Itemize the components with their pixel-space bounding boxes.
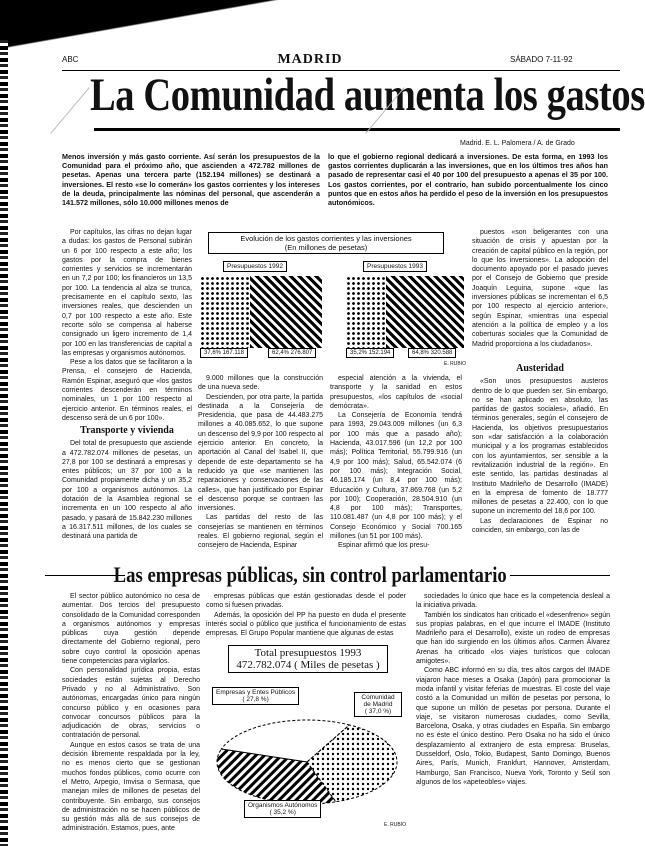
paragraph: Aunque en estos casos se trata de una decisión libremente respaldada por la ley, no es menos cierto que se gestionan muchos fondos públicos, como ocurre con el Metro, Arpegio, Imvisa o Sermasa, que manejan miles de millones de pesetas del contribuyente. Sin embargo, sus consejos de administración no se hacen públicos de su gestión más allá de sus consejos de administración. Estamos, pues, ante (62, 741, 200, 833)
lede-col1: Menos inversión y más gasto corriente. Así serán los presupuestos de la Comunidad para el próximo año, que ascienden a 472.782 millones de pesetas. Apenas una tercera parte (152.194 millones) se destinará a inversiones. El resto «se lo comerán» los gastos corrientes y los intereses de la deuda, principalmente las nóminas del personal, que ascenderán a 141.572 millones, sólo 10.000 millones menos de (62, 152, 320, 208)
paragraph: Pese a los datos que se facilitaron a la Prensa, el consejero de Hacienda, Ramón Espinar, aseguró que «los gastos corrientes descenderán en términos nominales, un 1 por 100 respecto al ejercicio anterior. En términos reales, el descenso será de un 6 por 100». (62, 359, 192, 422)
s2-column-1 (62, 592, 200, 842)
value-label: 35,2% 152.194 (346, 348, 394, 358)
secondary-headline: Las empresas públicas, sin control parlamentario (113, 562, 507, 587)
paragraph: El sector público autonómico no cesa de aumentar. Dos tercios del presupuesto consolidado de la Comunidad corresponden a organismos autónomos y empresas públicas cuya gestión depende directamente del Gobierno regional, pero sobre cuyo control la oposición apenas tiene competencias para vigilarlos. (62, 593, 200, 666)
paragraph: 9.000 millones que la construcción de una nueva sede. (198, 375, 323, 392)
paragraph: Por capítulos, las cifras no dejan lugar a dudas: los gastos de Personal subirán un 6 por 100 respecto a este año; los gastos por la compra de bienes corrientes y servicios se incrementarán en un 7,2 por 100; los financieros un 13,5 por 100. La tendencia al alza se trunca, precisamente en el capítulo sexto, las inversiones reales, que descienden un 0,7 por 100 respecto a este año. Este recorte sólo se compensa al haberse consignado un ligero incremento de 1,4 por 100 en las transferencias de capital a las empresas y organismos autónomos. (62, 229, 192, 357)
byline: Madrid. E. L. Palomera / A. de Grado (460, 140, 575, 147)
s2-column-3 (416, 592, 610, 842)
divider (94, 128, 620, 131)
bar-investment-1992 (200, 276, 250, 348)
column-4b (472, 358, 608, 558)
pie-label-organismos: Organismos Autónomos ( 35,2 %) (244, 800, 321, 818)
chart-credit: E. RUBIO (444, 361, 466, 367)
paragraph: Espinar afirmó que los presu- (338, 542, 430, 550)
chart-credit: E. RUBIO (384, 822, 406, 828)
scan-edge (0, 0, 620, 50)
lede-col2: lo que el gobierno regional dedicará a inversiones. De esta forma, en 1993 los gastos corrientes duplicarán a las inversiones, que en los últimos tres años han pasado de representar casi el 40 por 100 del presupuesto a apenas el 35 por 100. Los gastos corrientes, por el contrario, han subido porcentualmente los cinco puntos que en estos años ha perdido el peso de la inversión en los presupuestos autonómicos. (328, 152, 608, 208)
section-title: MADRID (277, 52, 343, 67)
paragraph: puestos «son beligerantes con una situación de crisis y apuestan por la creación de capital público en la región, por lo que los inversiones». La adopción del documento apoyado por el pasado jueves por el Consejo de Gobierno que preside Joaquín Leguina, supone «que las inversiones públicas se incrementan el 6,5 por 100 respecto al ejercicio anterior», según Espinar, «mientras una especial atención a la política de empleo y a los coberturas sociales que la Comunidad de Madrid proporciona a los ciudadanos». (472, 229, 608, 348)
column-1 (62, 228, 192, 422)
paragraph: Las partidas del resto de las consejerías se mantienen en términos reales. El gobierno regional, según el consejero de Hacienda, Espinar (198, 514, 323, 550)
s2-column-2 (206, 592, 406, 639)
bar-current-1993 (386, 276, 464, 348)
paragraph: Con personalidad jurídica propia, estas sociedades están sujetas al Derecho Privado y no al Administrativo. Son autónomas, encargadas único para ningún concurso público y en ocasiones para convocar concursos públicos para la adjudicación de obras, servicios o contratación de personal. (62, 667, 200, 740)
bar-current-1992 (250, 276, 322, 348)
subheading: Austeridad (516, 363, 564, 374)
pie-label-comunidad: Comunidad de Madrid ( 37,0 %) (354, 692, 402, 717)
column-4 (472, 228, 608, 356)
paragraph: Del total de presupuesto que asciende a 472.782.074 millones de pesetas, un 27,8 por 100 se destinará a empresas y entes públicos; un 37 por 100 a la Comunidad propiamente dicha y un 35,2 por 100 a organismos autónomos. La dotación de la Asamblea regional se incrementa en un 100 respecto al año pasado, y pasará de 15.842.230 millones a 16.317.511 millones, de los cuales se destinará una partida de (62, 440, 192, 541)
paragraph: «Son unos presupuestos austeros dentro de lo que pueden ser. Sin embargo, no se han aplicado en absoluto, las partidas de gastos sociales», añadió. En términos generales, según el consejero de Hacienda, los objetivos presupuestarios son «dar satisfacción a la colaboración municipal y a los programas establecidos con los ayuntamientos, ser sensible a la revitalización industrial de la región». En este sentido, las partidas destinadas al Instituto Madrileño de Desarrollo (IMADE) en la empresa de fomento de 18.777 millones de pesetas a 22.400, con lo que supone un incremento del 18,6 por 100. (472, 378, 608, 516)
chart-label-1992: Presupuestos 1992 (223, 261, 287, 272)
pie-title: Total presupuestos 1993 472.782.074 ( Miles de pesetas ) (228, 645, 388, 673)
bar-investment-1993 (346, 276, 386, 348)
date: SÁBADO 7-11-92 (510, 55, 573, 64)
paragraph: También los sindicatos han criticado el «desenfreno» según sus propias palabras, en el que incurre el IMADE (Instituto Madrileño para el Desarrollo), existe un rodeo de empresas que han ido surgiendo en los últimos años. Carmen Álvarez Arenas ha criticado «los viajes turísticos que colocan amigotes». (416, 611, 610, 666)
headline: La Comunidad aumenta los gastos (90, 69, 645, 121)
bar-chart (198, 228, 466, 370)
paragraph: Descienden, por otra parte, la partida destinada a la Consejería de Presidencia, que pasa de 44.483.275 millones a 40.085.652, lo que supone un descenso del 9,9 por 100 respecto al ejercicio anterior. En concreto, la aportación al Canal del Isabel II, que depende de este departamento se ha reducido ya que «se mantienen las reparaciones y conservaciones de las calles», que han justificado por Espinar el descenso porque se contraen las inversiones. (198, 393, 323, 513)
value-label: 37,6% 167.118 (200, 348, 248, 358)
value-label: 62,4% 276.807 (268, 348, 316, 358)
pie-label-empresas: Empresas y Entes Públicos ( 27,8 %) (212, 687, 299, 705)
column-1b (62, 420, 192, 558)
column-3 (330, 374, 462, 558)
value-label: 64,8% 320.588 (408, 348, 456, 358)
watermark-stroke (50, 87, 89, 134)
paragraph: empresas públicas que están gestionadas desde el poder como si fuesen privadas. (206, 593, 406, 610)
paragraph: especial atención a la vivienda, el transporte y la sanidad en estos presupuestos, «los capítulos de «social demócrata». (330, 375, 462, 410)
paragraph: sociedades lo único que hace es la competencia desleal a la iniciativa privada. (416, 593, 610, 610)
newspaper-logo: ABC (62, 55, 79, 64)
chart-title: Evolución de los gastos corrientes y las inversiones (En millones de pesetas) (208, 232, 444, 254)
paragraph: La Consejería de Economía tendrá para 1993, 29.043.009 millones (un 6,3 por 100 más que a pasado año); Hacienda, 43.017.596 (un 12,2 por 100 más); Política Territorial, 55.799.916 (un 4,9 por 100 más); Salud, 65.542.074 (6 por 100 más); Integración Social, 46.185.174 (un 8,4 por 100 más); Educación y Cultura, 37.869.768 (un 5,2 por 100); Cooperación, 28.504.910 (un 4,8 por 100 más); Transportes, 110.081.487 (un 4,8 por 100 más); y el Consejo Económico y Social 700.165 millones (un 51 por 100 más). (330, 412, 462, 541)
paragraph: Las declaraciones de Espinar no coinciden, sin embargo, con las de (472, 517, 608, 535)
paragraph: Además, la oposición del PP ha puesto en duda el presente interés social o público que justifica el funcionamiento de estas empresas. El Grupo Popular mantiene que algunas de estas (206, 611, 406, 638)
chart-label-1993: Presupuestos 1993 (363, 261, 427, 272)
scan-edge-left (0, 40, 8, 846)
paragraph: Como ABC informó en su día, tres altos cargos del IMADE viajaron hace meses a Osaka (Japón) para promocionar la moda infantil y visitar feferias de muestras. El coste del viaje costó a la Comunidad un millón de pesetas por persona, lo que supone un millón de pesetas por persona. Durante el viaje, se visitaron numerosas ciudades, como Sevilla, Barcelona, Osaka, y otras ciudades en España. Sin embargo no es éste el único destino. Pero Osaka no ha sido el único desplazamiento al extranjero de esta empresa: Bruselas, Dusseldorf, Oslo, Tokio, Budapest, Santo Domingo, Buenos Aires, París, Munich, Frankfurt, Hannover, Amsterdam, Hamburgo, San Francisco, Nueva York, Toronto y Seúl son algunos de los «apeteobles» viajes. (416, 667, 610, 786)
pie-chart (206, 642, 408, 832)
subheading: Transporte y vivienda (80, 425, 174, 436)
column-2 (198, 374, 323, 558)
